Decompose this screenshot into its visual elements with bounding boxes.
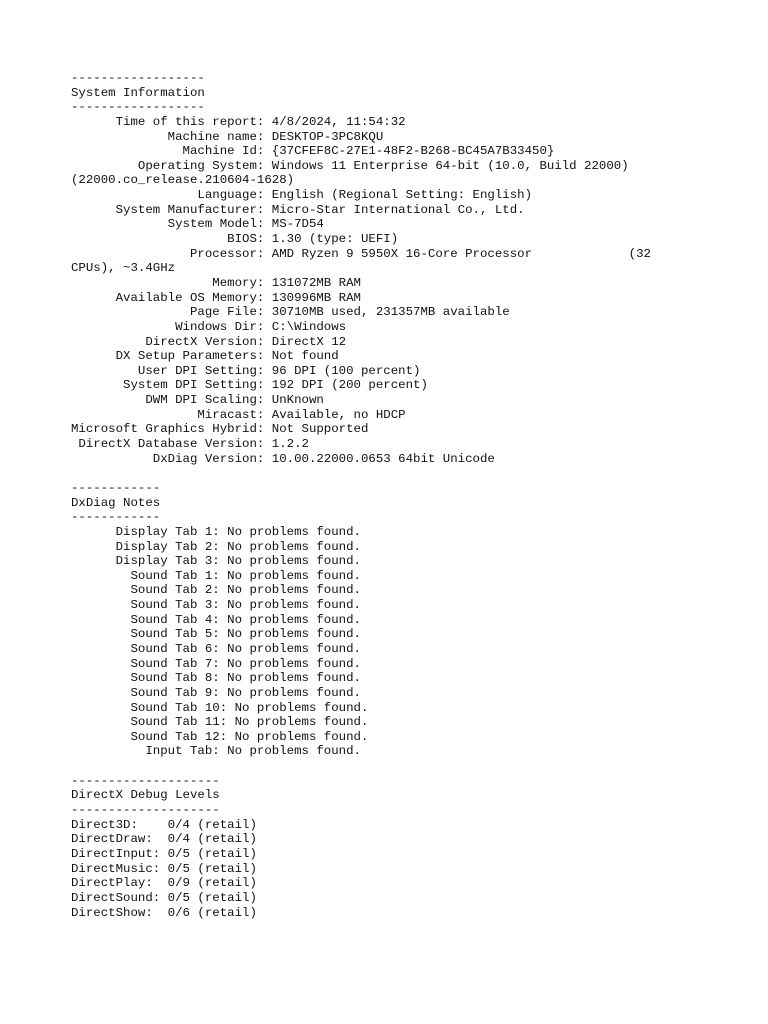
report-line: ------------ xyxy=(71,480,161,495)
report-line: DWM DPI Scaling: UnKnown xyxy=(71,393,324,408)
report-line: DirectX Version: DirectX 12 xyxy=(71,334,347,349)
report-line: Display Tab 3: No problems found. xyxy=(71,554,361,569)
report-line: DirectX Database Version: 1.2.2 xyxy=(71,437,309,452)
report-line: DirectInput: 0/5 (retail) xyxy=(71,846,257,861)
report-line: DirectSound: 0/5 (retail) xyxy=(71,890,257,905)
report-line: User DPI Setting: 96 DPI (100 percent) xyxy=(71,363,421,378)
report-line: ------------ xyxy=(71,510,161,525)
report-line: Microsoft Graphics Hybrid: Not Supported xyxy=(71,422,369,437)
report-line: ------------------ xyxy=(71,100,205,115)
report-line: CPUs), ~3.4GHz xyxy=(71,261,176,276)
report-line: DirectDraw: 0/4 (retail) xyxy=(71,832,257,847)
dxdiag-report xyxy=(71,71,731,920)
report-line: Sound Tab 11: No problems found. xyxy=(71,715,369,730)
report-line: Sound Tab 6: No problems found. xyxy=(71,641,361,656)
report-line: DirectMusic: 0/5 (retail) xyxy=(71,861,257,876)
report-line: System DPI Setting: 192 DPI (200 percent) xyxy=(71,378,428,393)
report-line: Sound Tab 12: No problems found. xyxy=(71,729,369,744)
report-line: Sound Tab 7: No problems found. xyxy=(71,656,361,671)
report-line: Page File: 30710MB used, 231357MB available xyxy=(71,305,510,320)
report-line: Memory: 131072MB RAM xyxy=(71,275,361,290)
report-line: DxDiag Version: 10.00.22000.0653 64bit Unicode xyxy=(71,451,495,466)
report-line: Sound Tab 1: No problems found. xyxy=(71,568,361,583)
report-line: ------------------ xyxy=(71,71,205,85)
report-line: Machine Id: {37CFEF8C-27E1-48F2-B268-BC45A7B33450} xyxy=(71,144,555,159)
report-line: Windows Dir: C:\Windows xyxy=(71,319,347,334)
report-line: -------------------- xyxy=(71,773,220,788)
report-line: (22000.co_release.210604-1628) xyxy=(71,173,295,188)
report-line: Direct3D: 0/4 (retail) xyxy=(71,817,257,832)
report-line: Display Tab 1: No problems found. xyxy=(71,524,361,539)
blank-line xyxy=(71,466,731,481)
report-line: Miracast: Available, no HDCP xyxy=(71,407,406,422)
report-line: DirectPlay: 0/9 (retail) xyxy=(71,876,257,891)
section-title-directx-debug-levels: DirectX Debug Levels xyxy=(71,788,220,803)
report-line: Sound Tab 5: No problems found. xyxy=(71,627,361,642)
section-title-dxdiag-notes: DxDiag Notes xyxy=(71,495,161,510)
report-line: DX Setup Parameters: Not found xyxy=(71,349,339,364)
report-line: Operating System: Windows 11 Enterprise 64-bit (10.0, Build 22000) xyxy=(71,158,629,173)
report-line: Sound Tab 4: No problems found. xyxy=(71,612,361,627)
report-line: Sound Tab 2: No problems found. xyxy=(71,583,361,598)
section-title-system-information: System Information xyxy=(71,85,205,100)
report-line: System Manufacturer: Micro-Star International Co., Ltd. xyxy=(71,202,525,217)
report-line: Sound Tab 3: No problems found. xyxy=(71,598,361,613)
report-line: System Model: MS-7D54 xyxy=(71,217,324,232)
report-line: Processor: AMD Ryzen 9 5950X 16-Core Processor (32 xyxy=(71,246,651,261)
report-line: -------------------- xyxy=(71,803,220,818)
report-line: Display Tab 2: No problems found. xyxy=(71,539,361,554)
blank-line xyxy=(71,759,731,774)
report-line: BIOS: 1.30 (type: UEFI) xyxy=(71,232,399,247)
report-line: Time of this report: 4/8/2024, 11:54:32 xyxy=(71,114,406,129)
report-line: Sound Tab 9: No problems found. xyxy=(71,685,361,700)
report-line: Language: English (Regional Setting: English) xyxy=(71,188,533,203)
report-line: Available OS Memory: 130996MB RAM xyxy=(71,290,361,305)
report-line: DirectShow: 0/6 (retail) xyxy=(71,905,257,920)
report-line: Machine name: DESKTOP-3PC8KQU xyxy=(71,129,384,144)
report-line: Input Tab: No problems found. xyxy=(71,744,361,759)
report-line: Sound Tab 10: No problems found. xyxy=(71,700,369,715)
report-line: Sound Tab 8: No problems found. xyxy=(71,671,361,686)
